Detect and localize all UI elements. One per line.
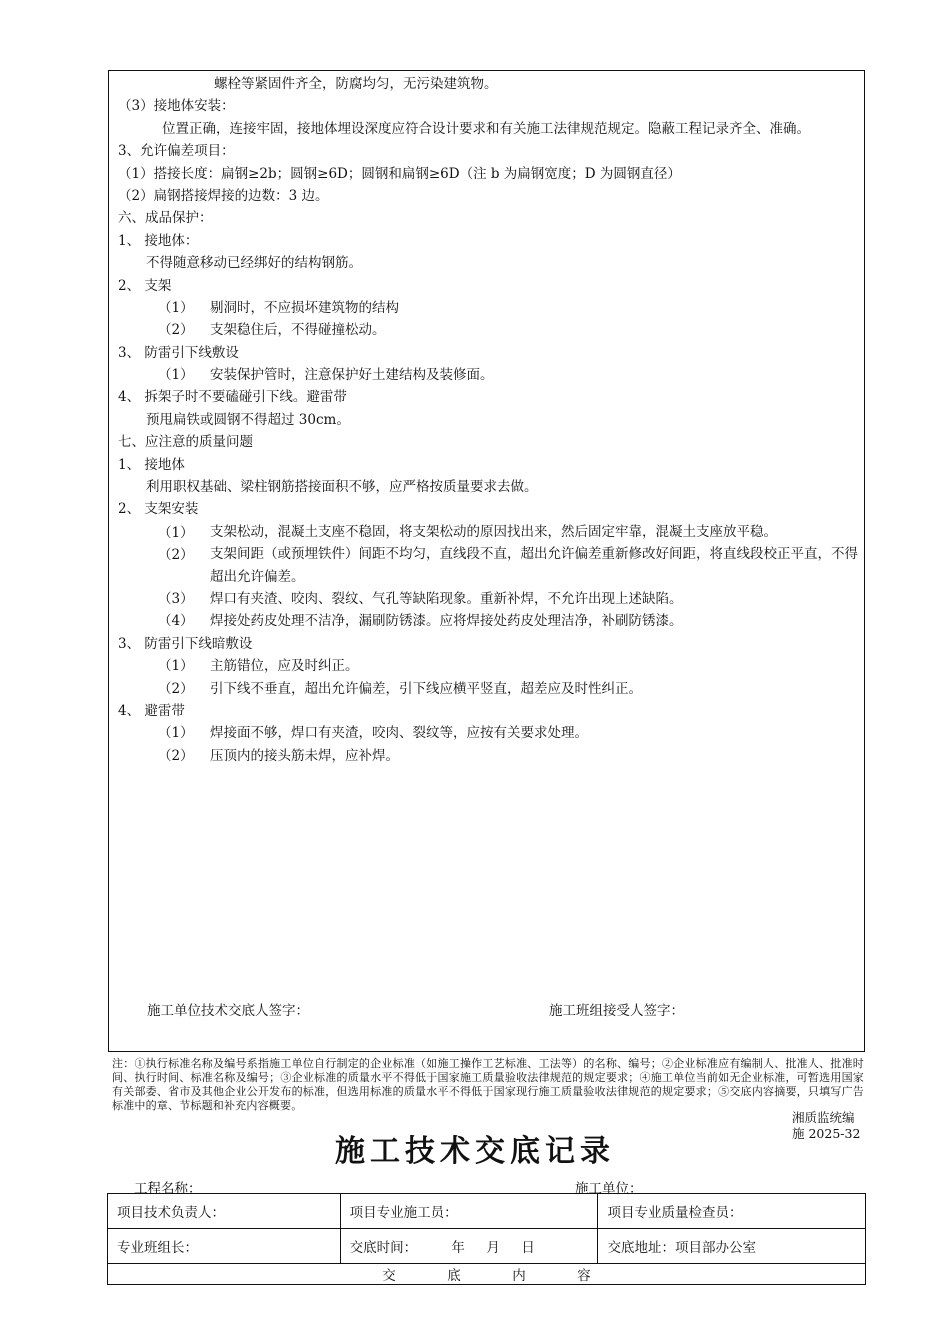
list-item bbox=[118, 655, 858, 677]
body-line: 螺栓等紧固件齐全，防腐均匀，无污染建筑物。 bbox=[214, 76, 498, 92]
item-number: （2） bbox=[158, 747, 194, 764]
briefing-time-cell: 交底时间： 年 月 日 bbox=[340, 1229, 598, 1264]
item-text: 安装保护管时，注意保护好土建结构及装修面。 bbox=[210, 367, 494, 384]
briefing-content-header: 交 底 内 容 bbox=[108, 1264, 866, 1285]
body-line: 利用职权基础、梁柱钢筋搭接面积不够，应严格按质量要求去做。 bbox=[146, 479, 538, 496]
body-line: 不得随意移动已经绑好的结构钢筋。 bbox=[146, 255, 362, 272]
list-item bbox=[118, 678, 858, 700]
body-line: 4、 拆架子时不要磕碰引下线。避雷带 bbox=[118, 389, 347, 406]
item-number: （3） bbox=[158, 591, 194, 608]
form-code-line2: 施 2025-32 bbox=[792, 1126, 861, 1141]
technical-leader-cell: 项目技术负责人： bbox=[108, 1194, 341, 1229]
body-line: （2）扁钢搭接焊接的边数：3 边。 bbox=[118, 187, 329, 204]
item-number: （4） bbox=[158, 613, 194, 630]
item-number: （1） bbox=[158, 367, 194, 384]
item-text: 支架间距（或预埋铁件）间距不均匀，直线段不直，超出允许偏差重新修改好间距，将直线段校正平直，不得超出允许偏差。 bbox=[210, 546, 858, 585]
list-item bbox=[118, 745, 858, 767]
briefing-location-cell: 交底地址：项目部办公室 bbox=[598, 1229, 866, 1264]
item-text: 引下线不垂直，超出允许偏差，引下线应横平竖直，超差应及时性纠正。 bbox=[210, 680, 642, 697]
list-item bbox=[118, 588, 858, 610]
body-line: 2、 支架 bbox=[118, 277, 172, 294]
body-line: （1）搭接长度：扁钢≥2b；圆钢≥6D；圆钢和扁钢≥6D（注 b 为扁钢宽度；D 为圆钢直径） bbox=[118, 165, 681, 182]
construction-worker-cell: 项目专业施工员： bbox=[340, 1194, 598, 1229]
body-line: 预甩扁铁或圆钢不得超过 30cm。 bbox=[146, 411, 350, 428]
item-number: （1） bbox=[158, 725, 194, 742]
item-text: 焊接面不够，焊口有夹渣，咬肉、裂纹等，应按有关要求处理。 bbox=[210, 725, 588, 742]
team-receiver-signature-label: 施工班组接受人签字： bbox=[549, 1003, 684, 1019]
list-item bbox=[118, 722, 858, 744]
item-number: （1） bbox=[158, 299, 194, 316]
table-row bbox=[108, 1194, 866, 1229]
list-item bbox=[118, 521, 858, 543]
list-item bbox=[118, 610, 858, 632]
body-line: （3）接地体安装： bbox=[118, 98, 235, 115]
section-heading: 六、成品保护： bbox=[118, 210, 213, 227]
page-title: 施工技术交底记录 bbox=[335, 1134, 615, 1169]
content-box bbox=[108, 70, 865, 1052]
footnote: 注：①执行标准名称及编号系指施工单位自行制定的企业标准（如施工操作工艺标准、工法等）的名称、编号；②企业标准应有编制人、批准人、批准时间、执行时间、标准名称及编号；③企业标准的质量水平不得低于国家施工质量验收法律规范的规定要求；④施工单位当前如无企业标准，可暂选用国家有关部委、省市及其他企业公开发布的标准，但选用标准的质量水平不得低于国家现行施工质量验收法律规范的规定要求；⑤交底内容摘要，只填写广告标准中的章、节标题和补充内容概要。 bbox=[112, 1057, 864, 1112]
item-number: （2） bbox=[158, 680, 194, 697]
item-number: （2） bbox=[158, 322, 194, 339]
item-text: 压顶内的接头筋未焊，应补焊。 bbox=[210, 747, 399, 764]
body-line: 2、 支架安装 bbox=[118, 501, 199, 518]
item-text: 支架松动，混凝土支座不稳固，将支架松动的原因找出来，然后固定牢靠，混凝土支座放平稳。 bbox=[210, 523, 777, 540]
list-item bbox=[118, 543, 858, 588]
body-line: 1、 接地体 bbox=[118, 456, 185, 473]
section-heading: 七、应注意的质量问题 bbox=[118, 434, 253, 451]
technical-briefer-signature-label: 施工单位技术交底人签字： bbox=[147, 1003, 309, 1019]
list-item bbox=[118, 297, 858, 319]
form-code-line1: 湘质监统编 bbox=[792, 1110, 855, 1125]
list-item bbox=[118, 319, 858, 341]
item-text: 焊接处药皮处理不洁净，漏刷防锈漆。应将焊接处药皮处理洁净，补刷防锈漆。 bbox=[210, 613, 683, 630]
content-body bbox=[118, 73, 858, 767]
project-name-label: 工程名称： bbox=[134, 1181, 202, 1197]
item-text: 主筋错位，应及时纠正。 bbox=[210, 658, 359, 675]
body-line: 3、允许偏差项目： bbox=[118, 143, 235, 160]
construction-unit-label: 施工单位： bbox=[575, 1181, 643, 1197]
body-line: 4、 避雷带 bbox=[118, 703, 185, 719]
team-leader-cell: 专业班组长： bbox=[108, 1229, 341, 1264]
list-item bbox=[118, 364, 858, 386]
body-line: 1、 接地体： bbox=[118, 232, 199, 249]
item-text: 剔洞时，不应损坏建筑物的结构 bbox=[210, 299, 399, 316]
item-number: （2） bbox=[158, 547, 194, 564]
briefing-header-table bbox=[107, 1193, 866, 1285]
item-text: 焊口有夹渣、咬肉、裂纹、气孔等缺陷现象。重新补焊，不允许出现上述缺陷。 bbox=[210, 591, 683, 608]
item-text: 支架稳住后，不得碰撞松动。 bbox=[210, 322, 386, 339]
body-line: 3、 防雷引下线暗敷设 bbox=[118, 635, 253, 652]
table-row bbox=[108, 1229, 866, 1264]
body-paragraph: 位置正确，连接牢固，接地体埋设深度应符合设计要求和有关施工法律规范规定。隐蔽工程记录齐全、准确。 bbox=[162, 120, 810, 137]
quality-inspector-cell: 项目专业质量检查员： bbox=[598, 1194, 866, 1229]
body-line: 3、 防雷引下线敷设 bbox=[118, 344, 239, 361]
item-number: （1） bbox=[158, 658, 194, 675]
table-row bbox=[108, 1264, 866, 1285]
item-number: （1） bbox=[158, 524, 194, 541]
